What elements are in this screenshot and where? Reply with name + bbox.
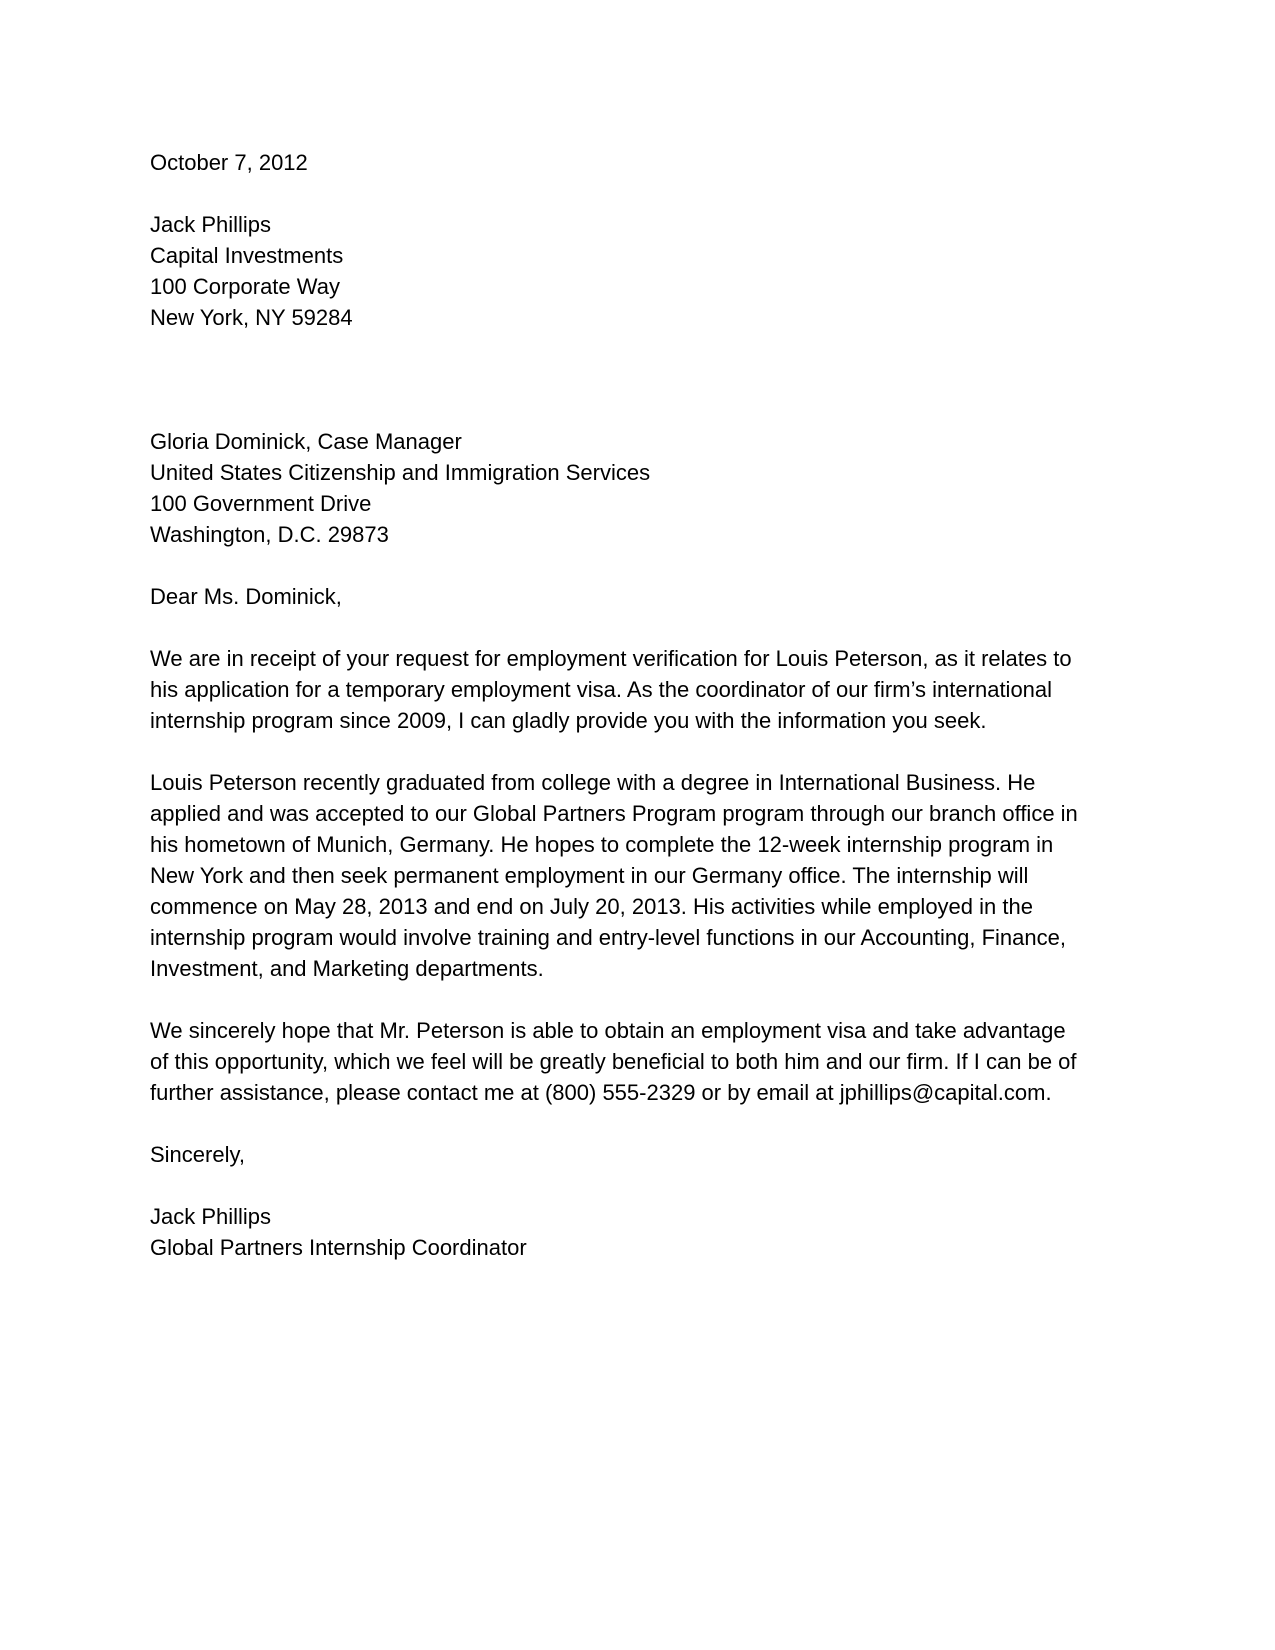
body-paragraph-1 — [150, 643, 1130, 736]
recipient-street: 100 Government Drive — [150, 491, 372, 516]
sender-city-state-zip: New York, NY 59284 — [150, 305, 353, 330]
signature-title: Global Partners Internship Coordinator — [150, 1235, 527, 1260]
salutation-text: Dear Ms. Dominick, — [150, 584, 342, 609]
recipient-address — [150, 426, 1130, 550]
paragraph-line: Louis Peterson recently graduated from college with a degree in International Business. He — [150, 770, 1036, 795]
paragraph-line: his hometown of Munich, Germany. He hopes to complete the 12-week internship program in — [150, 832, 1054, 857]
sender-name: Jack Phillips — [150, 212, 272, 237]
paragraph-line: applied and was accepted to our Global Partners Program program through our branch office in — [150, 801, 1078, 826]
recipient-name-title: Gloria Dominick, Case Manager — [150, 429, 462, 454]
paragraph-line: Investment, and Marketing departments. — [150, 956, 544, 981]
body-paragraph-3 — [150, 1015, 1130, 1108]
sender-address — [150, 209, 1130, 333]
paragraph-line: New York and then seek permanent employment in our Germany office. The internship will — [150, 863, 1029, 888]
paragraph-line: We sincerely hope that Mr. Peterson is able to obtain an employment visa and take advantage — [150, 1018, 1066, 1043]
recipient-agency: United States Citizenship and Immigration Services — [150, 460, 651, 485]
letter-body — [150, 147, 1130, 1263]
paragraph-line: internship program since 2009, I can gladly provide you with the information you seek. — [150, 708, 987, 733]
paragraph-line: further assistance, please contact me at (800) 555-2329 or by email at jphillips@capital.com. — [150, 1080, 1052, 1105]
sender-company: Capital Investments — [150, 243, 344, 268]
body-paragraph-2 — [150, 767, 1130, 984]
date-text: October 7, 2012 — [150, 150, 308, 175]
sender-street: 100 Corporate Way — [150, 274, 340, 299]
closing — [150, 1139, 1130, 1170]
signature-name: Jack Phillips — [150, 1204, 272, 1229]
paragraph-line: commence on May 28, 2013 and end on July 20, 2013. His activities while employed in the — [150, 894, 1033, 919]
recipient-city-state-zip: Washington, D.C. 29873 — [150, 522, 389, 547]
closing-text: Sincerely, — [150, 1142, 245, 1167]
paragraph-line: internship program would involve training and entry-level functions in our Accounting, Finance, — [150, 925, 1066, 950]
signature-block — [150, 1201, 1130, 1263]
letter-date — [150, 147, 1130, 178]
paragraph-line: We are in receipt of your request for employment verification for Louis Peterson, as it relates to — [150, 646, 1072, 671]
paragraph-line: of this opportunity, which we feel will be greatly beneficial to both him and our firm. If I can be of — [150, 1049, 1077, 1074]
salutation — [150, 581, 1130, 612]
paragraph-line: his application for a temporary employment visa. As the coordinator of our firm’s international — [150, 677, 1053, 702]
